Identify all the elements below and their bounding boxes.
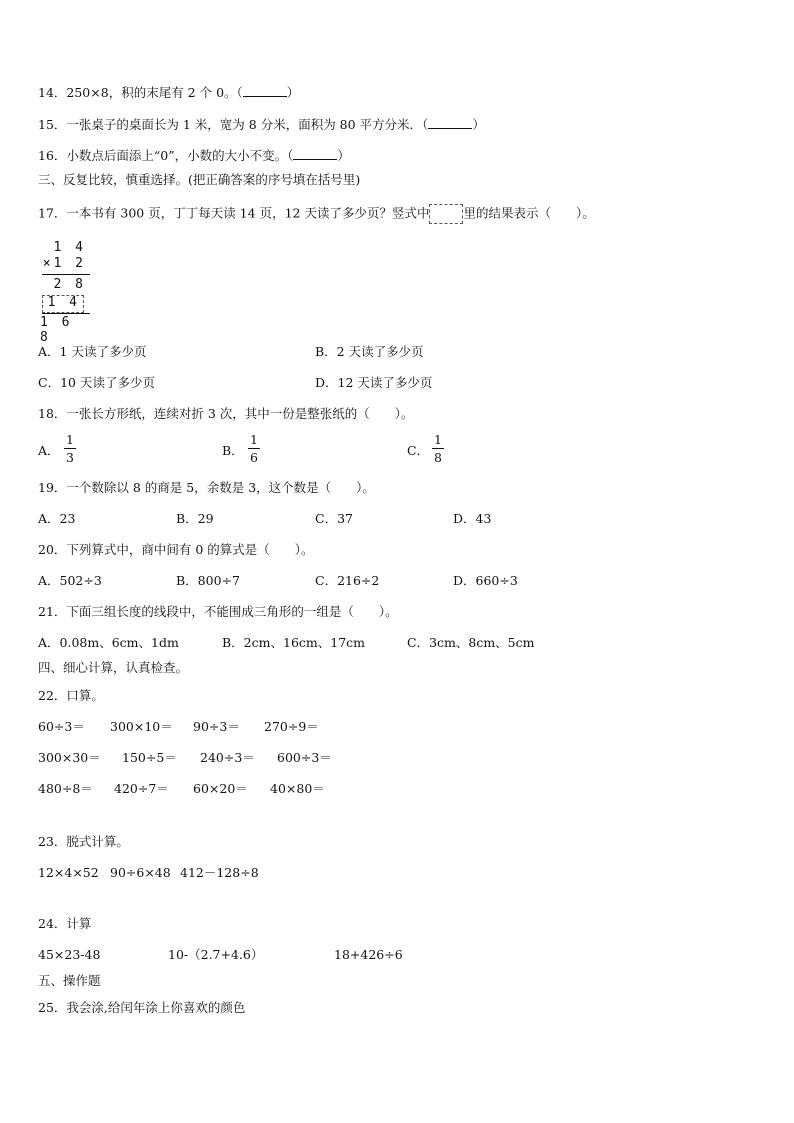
q22-title: 22．口算。 (38, 688, 104, 703)
q22-r3-c2: 420÷7＝ (114, 781, 169, 796)
vm-row3: 2 8 (53, 277, 86, 292)
q18-b-bar (248, 448, 260, 449)
q17-option-d[interactable]: D．12 天读了多少页 (315, 375, 433, 390)
q20-option-a[interactable]: A．502÷3 (38, 573, 102, 588)
q17-text-b: 里的结果表示（ ）。 (463, 205, 595, 221)
q16-answer-blank[interactable] (293, 147, 337, 160)
question-21: 21．下面三组长度的线段中，不能围成三角形的一组是（ ）。 (38, 604, 398, 619)
q17-option-a[interactable]: A．1 天读了多少页 (38, 344, 147, 359)
q14-answer-blank[interactable] (243, 84, 287, 97)
vm-rule-2 (42, 313, 90, 314)
q18-c-bar (432, 448, 444, 449)
q22-r1-c3: 90÷3＝ (193, 719, 240, 734)
q23-item-3: 412－128÷8 (180, 865, 259, 880)
vertical-multiplication (40, 240, 94, 345)
q15-text: 15．一张桌子的桌面长为 1 米，宽为 8 分米，面积为 80 平方分米．（ (38, 117, 429, 132)
q18-a-numerator: 1 (66, 432, 74, 447)
question-20: 20．下列算式中，商中间有 0 的算式是（ ）。 (38, 542, 314, 557)
q18-c-denominator: 8 (434, 450, 442, 465)
q22-r1-c2: 300×10＝ (110, 719, 173, 734)
q18-b-numerator: 1 (250, 432, 258, 447)
q18-fraction-b (248, 432, 260, 465)
q22-r3-c1: 480÷8＝ (38, 781, 93, 796)
q19-option-d[interactable]: D．43 (453, 511, 492, 526)
q21-option-c[interactable]: C．3cm、8cm、5cm (407, 635, 535, 650)
vm-row5: 1 6 8 (40, 315, 73, 345)
q16-text: 16．小数点后面添上“0”，小数的大小不变。（ (38, 148, 294, 163)
question-19: 19．一个数除以 8 的商是 5，余数是 3，这个数是（ ）。 (38, 480, 375, 495)
question-25: 25．我会涂,给闰年涂上你喜欢的颜色 (38, 1000, 246, 1015)
q16-close: ） (337, 148, 350, 163)
q23-title: 23．脱式计算。 (38, 834, 129, 849)
q22-r3-c3: 60×20＝ (193, 781, 248, 796)
q22-r2-c3: 240÷3＝ (200, 750, 255, 765)
q23-item-1: 12×4×52 (38, 865, 99, 880)
vm-row1: 1 4 (53, 240, 86, 255)
q20-option-d[interactable]: D．660÷3 (453, 573, 518, 588)
section-3-heading: 三、反复比较，慎重选择。(把正确答案的序号填在括号里) (38, 172, 361, 187)
q21-option-b[interactable]: B．2cm、16cm、17cm (222, 635, 366, 650)
q19-option-c[interactable]: C．37 (315, 511, 353, 526)
q17-option-c[interactable]: C．10 天读了多少页 (38, 375, 155, 390)
q15-answer-blank[interactable] (428, 116, 472, 129)
q19-option-a[interactable]: A．23 (38, 511, 76, 526)
q18-c-numerator: 1 (434, 432, 442, 447)
q17-dashed-box (429, 204, 463, 224)
q17-option-b[interactable]: B．2 天读了多少页 (315, 344, 424, 359)
q18-option-a[interactable]: A． (38, 443, 60, 458)
q18-a-bar (64, 448, 76, 449)
question-16 (38, 147, 350, 164)
section-5-heading: 五、操作题 (38, 973, 101, 988)
q18-fraction-c (432, 432, 444, 465)
q22-r1-c4: 270÷9＝ (264, 719, 319, 734)
q14-close: ） (286, 85, 300, 100)
q20-option-b[interactable]: B．800÷7 (176, 573, 240, 588)
question-14 (38, 84, 299, 101)
q23-item-2: 90÷6×48 (110, 865, 171, 880)
q18-option-c[interactable]: C． (407, 443, 430, 458)
q20-option-c[interactable]: C．216÷2 (315, 573, 380, 588)
q19-option-b[interactable]: B．29 (176, 511, 214, 526)
q22-r2-c4: 600÷3＝ (277, 750, 332, 765)
q22-r3-c4: 40×80＝ (270, 781, 325, 796)
q18-a-denominator: 3 (66, 450, 74, 465)
vm-row4: 1 4 (47, 295, 80, 310)
section-4-heading: 四、细心计算，认真检查。 (38, 660, 189, 675)
q24-item-3: 18+426÷6 (334, 947, 403, 962)
q18-option-b[interactable]: B． (222, 443, 244, 458)
q24-item-1: 45×23-48 (38, 947, 101, 962)
question-17 (38, 204, 595, 224)
question-15 (38, 116, 485, 133)
q18-b-denominator: 6 (250, 450, 258, 465)
q18-fraction-a (64, 432, 76, 465)
vm-rule-1 (42, 274, 90, 275)
q15-close: ） (472, 117, 485, 132)
vm-row2: ×1 2 (42, 256, 86, 271)
q22-r1-c1: 60÷3＝ (38, 719, 85, 734)
q24-title: 24．计算 (38, 916, 92, 931)
q22-r2-c1: 300×30＝ (38, 750, 101, 765)
q17-text-a: 17．一本书有 300 页，丁丁每天读 14 页，12 天读了多少页？竖式中 (38, 205, 430, 221)
q21-option-a[interactable]: A．0.08m、6cm、1dm (38, 635, 179, 650)
q14-text: 14．250×8，积的末尾有 2 个 0。（ (38, 85, 243, 100)
question-18: 18．一张长方形纸，连续对折 3 次，其中一份是整张纸的（ ）。 (38, 406, 414, 421)
q22-r2-c2: 150÷5＝ (122, 750, 177, 765)
q24-item-2: 10-（2.7+4.6） (168, 947, 264, 962)
